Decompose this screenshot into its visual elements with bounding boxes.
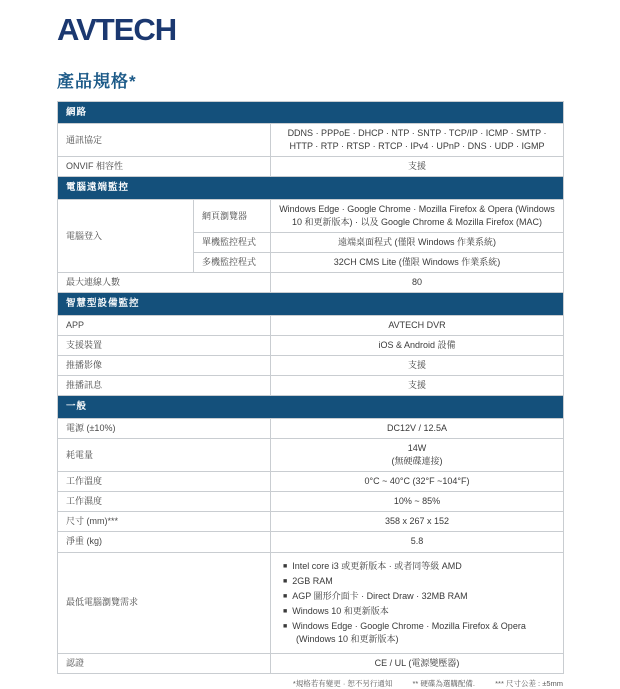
table-row — [58, 552, 564, 653]
table-row — [58, 157, 564, 177]
bullet-item: ■ AGP 圖形介面卡 · Direct Draw · 32MB RAM — [283, 590, 555, 603]
spec-label: 電腦登入 — [58, 200, 194, 273]
spec-label: 最大連線人數 — [58, 273, 271, 293]
footnotes — [57, 678, 563, 689]
table-row — [58, 316, 564, 336]
spec-label: 工作濕度 — [58, 492, 271, 512]
spec-value: 支援 — [271, 157, 564, 177]
value-line: (無硬碟連接) — [391, 456, 443, 467]
table-row — [58, 512, 564, 532]
spec-label: 淨重 (kg) — [58, 532, 271, 552]
spec-value: 5.8 — [271, 532, 564, 552]
spec-value: 遠端桌面程式 (僅限 Windows 作業系統) — [271, 233, 564, 253]
section-header-label: 網路 — [58, 101, 564, 124]
spec-label: 尺寸 (mm)*** — [58, 512, 271, 532]
bullet-item: ■ Windows Edge · Google Chrome · Mozilla Firefox & Opera (Windows 10 和更新版本) — [283, 620, 555, 646]
spec-label: 電源 (±10%) — [58, 419, 271, 439]
table-row — [58, 653, 564, 673]
spec-value: 支援 — [271, 356, 564, 376]
spec-label: 支援裝置 — [58, 336, 271, 356]
spec-sublabel: 網頁瀏覽器 — [194, 200, 271, 233]
footnote-spec-change: *規格若有變更 · 恕不另行通知 — [292, 678, 393, 688]
spec-value: 32CH CMS Lite (僅限 Windows 作業系統) — [271, 253, 564, 273]
spec-sublabel: 單機監控程式 — [194, 233, 271, 253]
spec-value: 10% ~ 85% — [271, 492, 564, 512]
bullet-item: ■ 2GB RAM — [283, 575, 555, 588]
spec-value: 0°C ~ 40°C (32°F ~104°F) — [271, 472, 564, 492]
spec-value: 80 — [271, 273, 564, 293]
table-row — [58, 356, 564, 376]
footnote-dimension-tolerance: *** 尺寸公差 : ±5mm — [495, 678, 563, 688]
section-header-label: 電腦遠端監控 — [58, 177, 564, 200]
spec-label: 推播影像 — [58, 356, 271, 376]
spec-label: ONVIF 相容性 — [58, 157, 271, 177]
footnote-hdd-optional: ** 硬碟為選購配備. — [412, 678, 476, 688]
section-header-label: 一般 — [58, 396, 564, 419]
spec-label: 耗電量 — [58, 439, 271, 472]
section-header-row — [58, 396, 564, 419]
spec-value: DC12V / 12.5A — [271, 419, 564, 439]
spec-value: Windows Edge · Google Chrome · Mozilla Firefox & Opera (Windows 10 和更新版本) · 以及 Google Chrome & Mozilla Firefox (MAC) — [271, 200, 564, 233]
table-row — [58, 336, 564, 356]
spec-label: 推播訊息 — [58, 376, 271, 396]
page-title: 產品規格* — [57, 71, 137, 91]
spec-value: DDNS · PPPoE · DHCP · NTP · SNTP · TCP/IP · ICMP · SMTP · HTTP · RTP · RTSP · RTCP · IPv4 · UPnP · DNS · UDP · IGMP — [271, 124, 564, 157]
table-subrow — [58, 200, 564, 233]
spec-table-body — [58, 101, 564, 673]
table-row — [58, 419, 564, 439]
table-row — [58, 376, 564, 396]
table-row — [58, 124, 564, 157]
table-row — [58, 532, 564, 552]
spec-sublabel: 多機監控程式 — [194, 253, 271, 273]
spec-value: 支援 — [271, 376, 564, 396]
table-row — [58, 472, 564, 492]
spec-label: 工作溫度 — [58, 472, 271, 492]
bullet-item: ■ Windows 10 和更新版本 — [283, 605, 555, 618]
avtech-logo: AVTECH — [57, 12, 177, 47]
spec-label: 通訊協定 — [58, 124, 271, 157]
table-row — [58, 439, 564, 472]
section-header-row — [58, 293, 564, 316]
section-header-row — [58, 101, 564, 124]
table-row — [58, 492, 564, 512]
spec-label: APP — [58, 316, 271, 336]
spec-table — [57, 101, 564, 674]
spec-value: CE / UL (電源變壓器) — [271, 653, 564, 673]
value-line: 14W — [407, 443, 427, 454]
spec-value-bullets — [271, 552, 564, 653]
table-row — [58, 273, 564, 293]
section-header-row — [58, 177, 564, 200]
spec-label: 最低電腦瀏覽需求 — [58, 552, 271, 653]
spec-value — [271, 439, 564, 472]
spec-value: 358 x 267 x 152 — [271, 512, 564, 532]
spec-label: 認證 — [58, 653, 271, 673]
bullet-item: ■ Intel core i3 或更新版本 · 或者同等級 AMD — [283, 560, 555, 573]
spec-value: iOS & Android 設備 — [271, 336, 564, 356]
spec-value: AVTECH DVR — [271, 316, 564, 336]
section-header-label: 智慧型設備監控 — [58, 293, 564, 316]
